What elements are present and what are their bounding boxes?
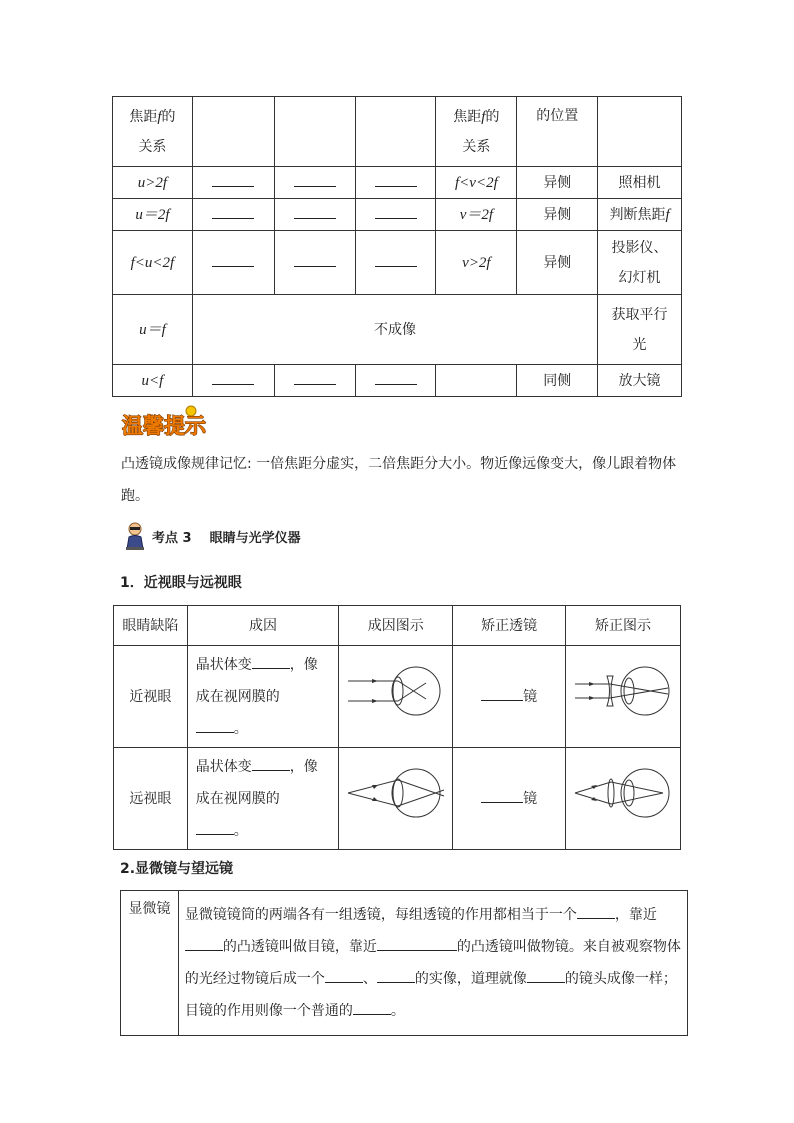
kaodian-label: 考点 3 [152,530,192,546]
hyperopia-correction-diagram [573,758,673,828]
header-v-relation: 焦距f的 关系 [436,97,517,167]
hyperopia-cause-diagram [346,758,446,828]
table-row: 近视眼 晶状体变 ，像 成在视网膜的 。 镜 [114,646,681,748]
fill-blank[interactable] [577,904,615,919]
fill-blank[interactable] [375,172,417,187]
table-row: f<u<2f v>2f 异侧 投影仪、幻灯机 [113,231,682,295]
table-row: 远视眼 晶状体变 ，像 成在视网膜的 。 镜 [114,748,681,850]
fill-blank[interactable] [377,968,415,983]
fill-blank[interactable] [353,1000,391,1015]
fill-blank[interactable] [294,172,336,187]
fill-blank[interactable] [212,172,254,187]
table-row: 眼睛缺陷 成因 成因图示 矫正透镜 矫正图示 [114,606,681,646]
fill-blank[interactable] [375,370,417,385]
table-row [113,97,682,167]
kaodian-heading [124,520,301,552]
fill-blank[interactable] [196,718,234,733]
fill-blank[interactable] [375,252,417,267]
fill-blank[interactable] [252,654,290,669]
table-row: u＝f 不成像 获取平行光 [113,295,682,365]
fill-blank[interactable] [375,204,417,219]
fill-blank[interactable] [325,968,363,983]
table-row: 显微镜 显微镜镜筒的两端各有一组透镜，每组透镜的作用都相当于一个 ，靠近 的凸透镜叫做目镜，靠近 的凸透镜叫做物镜。来自被观察物体的光经过物镜后成一个 、 的实像，道理就像 的镜头成像一样；目镜的作用则像一个普通的 。 [121,891,688,1036]
warm-tip-text: 凸透镜成像规律记忆: 一倍焦距分虚实，二倍焦距分大小。物近像远像变大，像儿跟着物体跑。 [121,456,677,504]
svg-text:温馨提示: 温馨提示 [122,414,206,438]
header-position: 的位置 [517,97,598,167]
fill-blank[interactable] [294,204,336,219]
fill-blank[interactable] [212,252,254,267]
lens-imaging-table [112,96,682,397]
fill-blank[interactable] [294,252,336,267]
section2-heading: 2.显微镜与望远镜 [120,861,234,877]
myopia-correction-diagram [573,656,673,726]
eye-defect-table [113,605,681,850]
fill-blank[interactable] [294,370,336,385]
fill-blank[interactable] [252,756,290,771]
fill-blank[interactable] [185,936,223,951]
kaodian-title: 眼睛与光学仪器 [209,530,301,546]
fill-blank[interactable] [212,204,254,219]
fill-blank[interactable] [377,936,457,951]
teacher-icon [124,521,146,551]
table-row: u>2f f<v<2f 异侧 照相机 [113,167,682,199]
microscope-table [120,890,688,1036]
fill-blank[interactable] [481,788,523,803]
table-row: u＝2f v＝2f 异侧 判断焦距f [113,199,682,231]
fill-blank[interactable] [212,370,254,385]
fill-blank[interactable] [481,686,523,701]
warm-tip-badge [120,405,212,439]
fill-blank[interactable] [196,820,234,835]
header-u-relation: 焦距f的 关系 [113,97,193,167]
myopia-cause-diagram [346,656,446,726]
table-row: u<f 同侧 放大镜 [113,365,682,397]
warm-tip-logo [120,405,212,439]
section1-heading: 1．近视眼与远视眼 [120,575,242,591]
fill-blank[interactable] [527,968,565,983]
